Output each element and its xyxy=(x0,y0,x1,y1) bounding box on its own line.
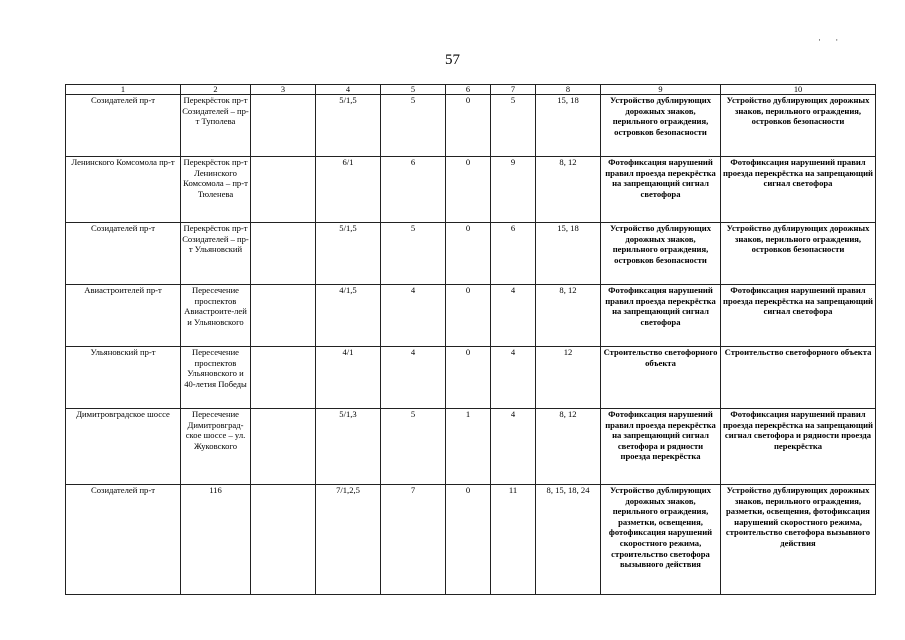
col6-cell: 0 xyxy=(446,285,491,347)
proposal-cell: Фотофиксация нарушений правил проезда перекрёстка на запрещающий сигнал светофора xyxy=(721,157,876,223)
street-cell: Созидателей пр-т xyxy=(66,485,181,595)
col7-cell: 5 xyxy=(491,95,536,157)
street-cell: Авиастроителей пр-т xyxy=(66,285,181,347)
header-cell: 6 xyxy=(446,85,491,95)
location-cell: Перекрёсток пр-т Созидателей – пр-т Туполева xyxy=(181,95,251,157)
col7-cell: 4 xyxy=(491,409,536,485)
location-cell: Пересечение Димитровград-ское шоссе – ул. Жуковского xyxy=(181,409,251,485)
col8-cell: 8, 12 xyxy=(536,157,601,223)
street-cell: Созидателей пр-т xyxy=(66,223,181,285)
col5-cell: 4 xyxy=(381,285,446,347)
proposal-cell: Фотофиксация нарушений правил проезда перекрёстка на запрещающий сигнал светофора и рядности проезда перекрёстка xyxy=(721,409,876,485)
col8-cell: 15, 18 xyxy=(536,95,601,157)
col4-cell: 6/1 xyxy=(316,157,381,223)
col7-cell: 11 xyxy=(491,485,536,595)
proposal-cell: Устройство дублирующих дорожных знаков, перильного ограждения, разметки, освещения, фотофиксация нарушений скоростного режима, строительство светофора вызывного действия xyxy=(721,485,876,595)
col7-cell: 4 xyxy=(491,347,536,409)
table-row xyxy=(66,95,876,157)
proposal-cell: Фотофиксация нарушений правил проезда перекрёстка на запрещающий сигнал светофора xyxy=(721,285,876,347)
col6-cell: 0 xyxy=(446,485,491,595)
table-row xyxy=(66,157,876,223)
col6-cell: 0 xyxy=(446,157,491,223)
col8-cell: 8, 12 xyxy=(536,285,601,347)
table-row xyxy=(66,485,876,595)
col8-cell: 8, 15, 18, 24 xyxy=(536,485,601,595)
street-cell: Димитровградское шоссе xyxy=(66,409,181,485)
col4-cell: 4/1,5 xyxy=(316,285,381,347)
col4-cell: 5/1,5 xyxy=(316,95,381,157)
measure-cell: Устройство дублирующих дорожных знаков, перильного ограждения, островков безопасности xyxy=(601,95,721,157)
table-header-row xyxy=(66,85,876,95)
measure-cell: Фотофиксация нарушений правил проезда перекрёстка на запрещающий сигнал светофора xyxy=(601,157,721,223)
header-cell: 2 xyxy=(181,85,251,95)
col3-cell xyxy=(251,223,316,285)
col3-cell xyxy=(251,485,316,595)
table-row xyxy=(66,285,876,347)
header-cell: 1 xyxy=(66,85,181,95)
table-row xyxy=(66,223,876,285)
proposal-cell: Устройство дублирующих дорожных знаков, перильного ограждения, островков безопасности xyxy=(721,223,876,285)
location-cell: Пересечение проспектов Авиастроите-лей и Ульяновского xyxy=(181,285,251,347)
table-row xyxy=(66,347,876,409)
col5-cell: 5 xyxy=(381,223,446,285)
col5-cell: 5 xyxy=(381,409,446,485)
col6-cell: 1 xyxy=(446,409,491,485)
col6-cell: 0 xyxy=(446,223,491,285)
location-cell: Пересечение проспектов Ульяновского и 40-летия Победы xyxy=(181,347,251,409)
col6-cell: 0 xyxy=(446,95,491,157)
col7-cell: 4 xyxy=(491,285,536,347)
col4-cell: 7/1,2,5 xyxy=(316,485,381,595)
measure-cell: Строительство светофорного объекта xyxy=(601,347,721,409)
measures-table xyxy=(65,84,876,595)
col7-cell: 9 xyxy=(491,157,536,223)
col5-cell: 5 xyxy=(381,95,446,157)
col3-cell xyxy=(251,285,316,347)
col4-cell: 5/1,5 xyxy=(316,223,381,285)
col3-cell xyxy=(251,95,316,157)
measure-cell: Фотофиксация нарушений правил проезда перекрёстка на запрещающий сигнал светофора и рядности проезда перекрёстка xyxy=(601,409,721,485)
col4-cell: 5/1,3 xyxy=(316,409,381,485)
street-cell: Ульяновский пр-т xyxy=(66,347,181,409)
col8-cell: 12 xyxy=(536,347,601,409)
col5-cell: 7 xyxy=(381,485,446,595)
street-cell: Созидателей пр-т xyxy=(66,95,181,157)
table-row xyxy=(66,409,876,485)
col5-cell: 4 xyxy=(381,347,446,409)
col3-cell xyxy=(251,157,316,223)
col3-cell xyxy=(251,347,316,409)
location-cell: Перекрёсток пр-т Созидателей – пр-т Ульяновский xyxy=(181,223,251,285)
location-cell: 116 xyxy=(181,485,251,595)
proposal-cell: Устройство дублирующих дорожных знаков, перильного ограждения, островков безопасности xyxy=(721,95,876,157)
col4-cell: 4/1 xyxy=(316,347,381,409)
header-cell: 10 xyxy=(721,85,876,95)
scan-mark: · · xyxy=(818,35,845,45)
header-cell: 5 xyxy=(381,85,446,95)
measure-cell: Устройство дублирующих дорожных знаков, перильного ограждения, островков безопасности xyxy=(601,223,721,285)
col6-cell: 0 xyxy=(446,347,491,409)
col8-cell: 8, 12 xyxy=(536,409,601,485)
header-cell: 3 xyxy=(251,85,316,95)
header-cell: 7 xyxy=(491,85,536,95)
header-cell: 4 xyxy=(316,85,381,95)
col8-cell: 15, 18 xyxy=(536,223,601,285)
col7-cell: 6 xyxy=(491,223,536,285)
header-cell: 8 xyxy=(536,85,601,95)
col3-cell xyxy=(251,409,316,485)
street-cell: Ленинского Комсомола пр-т xyxy=(66,157,181,223)
measure-cell: Устройство дублирующих дорожных знаков, перильного ограждения, разметки, освещения, фотофиксация нарушений скоростного режима, строительство светофора вызывного действия xyxy=(601,485,721,595)
page-number: 57 xyxy=(445,52,460,68)
proposal-cell: Строительство светофорного объекта xyxy=(721,347,876,409)
col5-cell: 6 xyxy=(381,157,446,223)
header-cell: 9 xyxy=(601,85,721,95)
location-cell: Перекрёсток пр-т Ленинского Комсомола – пр-т Тюленева xyxy=(181,157,251,223)
measure-cell: Фотофиксация нарушений правил проезда перекрёстка на запрещающий сигнал светофора xyxy=(601,285,721,347)
